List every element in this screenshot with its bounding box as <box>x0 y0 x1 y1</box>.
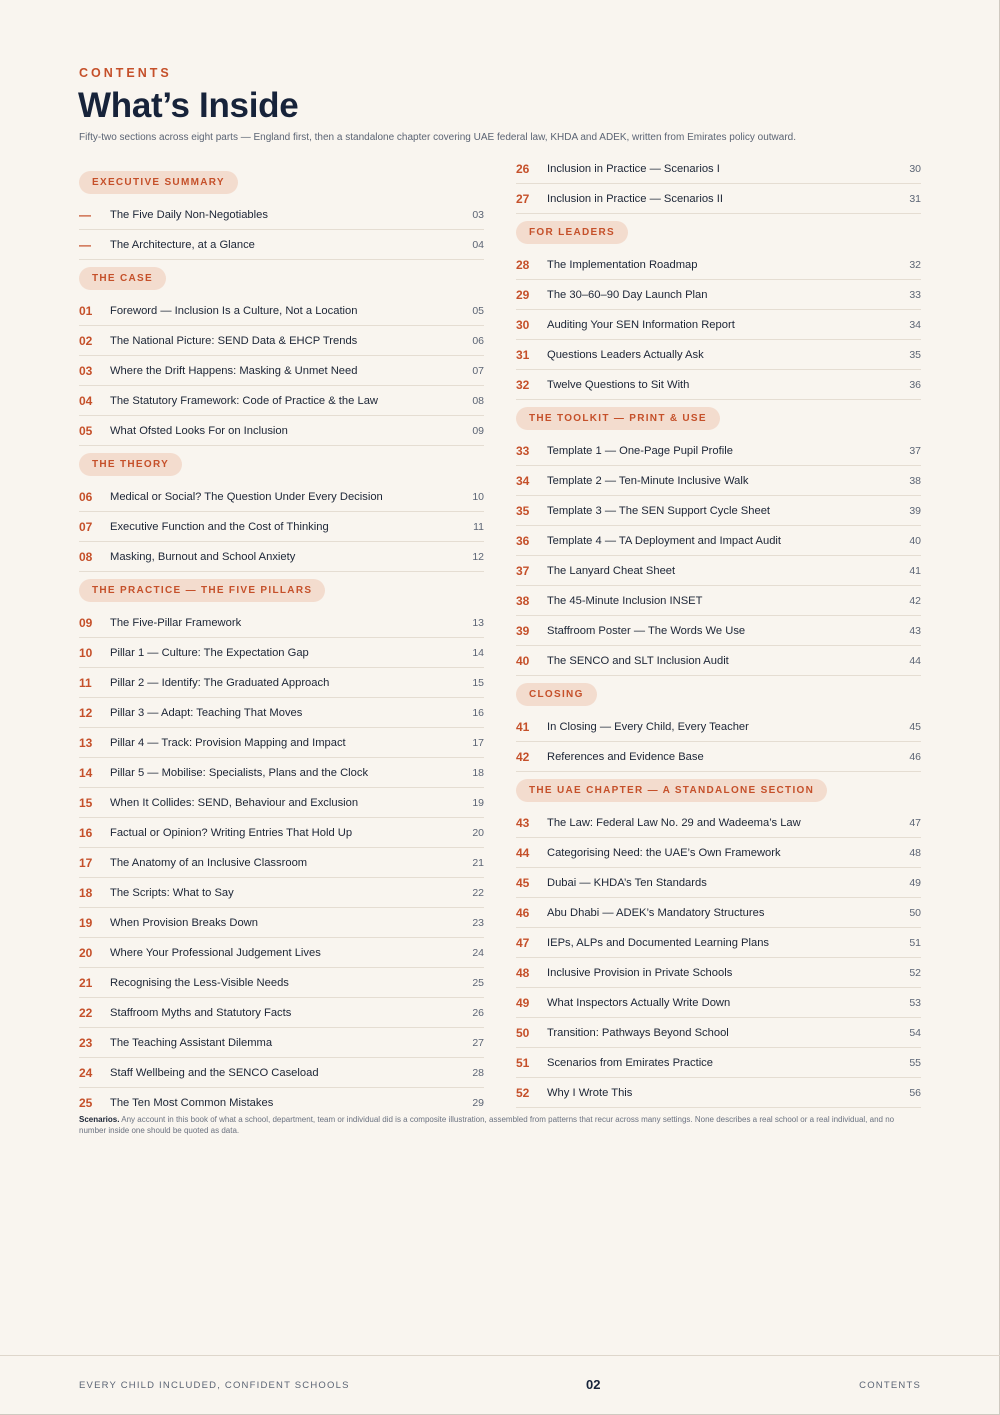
toc-entry[interactable] <box>79 386 484 416</box>
part-label: CLOSING <box>516 683 597 706</box>
page-title: What’s Inside <box>78 86 299 125</box>
entry-page: 52 <box>909 966 921 979</box>
toc-entry[interactable] <box>516 808 921 838</box>
part-header <box>79 446 484 482</box>
toc-entry[interactable] <box>516 646 921 676</box>
entry-page: 34 <box>909 318 921 331</box>
entry-number: 31 <box>516 347 530 362</box>
entry-page: 50 <box>909 906 921 919</box>
part-header <box>79 572 484 608</box>
part-label: THE PRACTICE — THE FIVE PILLARS <box>79 579 325 602</box>
toc-entry[interactable] <box>516 184 921 214</box>
entry-title: Executive Function and the Cost of Thinking <box>110 520 329 533</box>
entry-title: The National Picture: SEND Data & EHCP Trends <box>110 334 358 347</box>
entry-title: Medical or Social? The Question Under Every Decision <box>110 490 383 503</box>
entry-page: 42 <box>909 594 921 607</box>
entry-title: Template 2 — Ten-Minute Inclusive Walk <box>547 474 749 487</box>
entry-title: The Scripts: What to Say <box>110 886 234 899</box>
toc-entry[interactable] <box>516 250 921 280</box>
toc-entry[interactable] <box>516 928 921 958</box>
page-subtitle: Fifty-two sections across eight parts — England first, then a standalone chapter covering UAE federal law, KHDA and ADEK, written from Emirates policy outward. <box>79 132 796 143</box>
note-text: Any account in this book of what a school, department, team or individual did is a composite illustration, assembled from patterns that recur across many settings. None describes a real school or a real individual, and no number inside one should be quoted as data. <box>79 1115 895 1135</box>
entry-page: 26 <box>472 1006 484 1019</box>
entry-number: 39 <box>516 623 530 638</box>
toc-right-column <box>516 154 921 1108</box>
entry-page: 53 <box>909 996 921 1009</box>
entry-number: 05 <box>79 423 93 438</box>
footer-running-title: EVERY CHILD INCLUDED, CONFIDENT SCHOOLS <box>79 1380 350 1391</box>
entry-number: 07 <box>79 519 93 534</box>
entry-page: 29 <box>472 1097 484 1109</box>
entry-number: 20 <box>79 945 93 960</box>
entry-number: 09 <box>79 615 93 630</box>
entry-number: 42 <box>516 749 530 764</box>
toc-entry[interactable] <box>79 482 484 512</box>
entry-page: 23 <box>472 916 484 929</box>
entry-title: References and Evidence Base <box>547 750 704 763</box>
entry-number: 46 <box>516 905 530 920</box>
toc-entry[interactable] <box>79 356 484 386</box>
entry-title: Pillar 4 — Track: Provision Mapping and Impact <box>110 736 346 749</box>
entry-page: 16 <box>472 706 484 719</box>
toc-entry[interactable] <box>79 998 484 1028</box>
entry-number: 04 <box>79 393 93 408</box>
entry-title: The Lanyard Cheat Sheet <box>547 564 676 577</box>
entry-title: The SENCO and SLT Inclusion Audit <box>547 654 729 667</box>
toc-entry[interactable] <box>516 712 921 742</box>
entry-title: Twelve Questions to Sit With <box>547 378 690 391</box>
entry-page: 38 <box>909 474 921 487</box>
entry-number: 45 <box>516 875 530 890</box>
entry-number: 51 <box>516 1055 530 1070</box>
entry-title: Questions Leaders Actually Ask <box>547 348 704 361</box>
entry-title: In Closing — Every Child, Every Teacher <box>547 720 749 733</box>
toc-entry[interactable] <box>516 838 921 868</box>
toc-entry[interactable] <box>516 898 921 928</box>
toc-entry[interactable] <box>79 908 484 938</box>
toc-entry[interactable] <box>79 788 484 818</box>
toc-entry[interactable] <box>516 370 921 400</box>
entry-page: 47 <box>909 816 921 829</box>
part-label: THE TOOLKIT — PRINT & USE <box>516 407 720 430</box>
part-header <box>516 772 921 808</box>
entry-page: 06 <box>472 334 484 347</box>
entry-page: 27 <box>472 1036 484 1049</box>
entry-page: 07 <box>472 364 484 377</box>
scenarios-note <box>79 1114 921 1136</box>
toc-entry[interactable] <box>516 1078 921 1108</box>
toc-entry[interactable] <box>516 280 921 310</box>
part-header <box>516 676 921 712</box>
entry-number: 49 <box>516 995 530 1010</box>
entry-number: 27 <box>516 191 530 206</box>
entry-number: 16 <box>79 825 93 840</box>
toc-entry[interactable] <box>79 758 484 788</box>
toc-entry[interactable] <box>79 416 484 446</box>
entry-title: Auditing Your SEN Information Report <box>547 318 735 331</box>
entry-title: Pillar 3 — Adapt: Teaching That Moves <box>110 706 303 719</box>
section-eyebrow: CONTENTS <box>79 66 172 80</box>
toc-entry[interactable] <box>79 668 484 698</box>
entry-page: 54 <box>909 1026 921 1039</box>
entry-page: 09 <box>472 424 484 437</box>
toc-entry[interactable] <box>516 742 921 772</box>
entry-title: Foreword — Inclusion Is a Culture, Not a Location <box>110 304 358 317</box>
entry-page: 21 <box>472 856 484 869</box>
entry-number: 38 <box>516 593 530 608</box>
entry-number: 52 <box>516 1085 530 1100</box>
toc-entry[interactable] <box>516 958 921 988</box>
entry-page: 10 <box>472 490 484 503</box>
entry-number: 37 <box>516 563 530 578</box>
entry-title: Template 4 — TA Deployment and Impact Audit <box>547 534 782 547</box>
entry-title: Recognising the Less-Visible Needs <box>110 976 289 989</box>
toc-entry[interactable] <box>516 586 921 616</box>
entry-title: The Statutory Framework: Code of Practice & the Law <box>110 394 378 407</box>
toc-entry[interactable] <box>516 526 921 556</box>
entry-page: 25 <box>472 976 484 989</box>
entry-number: 50 <box>516 1025 530 1040</box>
entry-page: 19 <box>472 796 484 809</box>
entry-title: Where Your Professional Judgement Lives <box>110 946 321 959</box>
part-label: THE CASE <box>79 267 166 290</box>
entry-number: 17 <box>79 855 93 870</box>
toc-entry[interactable] <box>516 556 921 586</box>
entry-number: 33 <box>516 443 530 458</box>
toc-entry[interactable] <box>79 968 484 998</box>
entry-number: 29 <box>516 287 530 302</box>
toc-entry[interactable] <box>79 848 484 878</box>
entry-title: What Ofsted Looks For on Inclusion <box>110 424 288 437</box>
entry-page: 40 <box>909 534 921 547</box>
entry-page: 13 <box>472 616 484 629</box>
footer-section-name: CONTENTS <box>859 1380 921 1391</box>
toc-entry[interactable] <box>516 154 921 184</box>
entry-title: Staffroom Poster — The Words We Use <box>547 624 746 637</box>
entry-title: Where the Drift Happens: Masking & Unmet Need <box>110 364 358 377</box>
entry-page: 03 <box>472 208 484 221</box>
entry-page: 48 <box>909 846 921 859</box>
entry-number: 08 <box>79 549 93 564</box>
entry-number: 43 <box>516 815 530 830</box>
entry-number: 03 <box>79 363 93 378</box>
entry-number: 19 <box>79 915 93 930</box>
entry-title: Staff Wellbeing and the SENCO Caseload <box>110 1066 319 1079</box>
entry-number: — <box>79 237 91 252</box>
toc-entry[interactable] <box>516 868 921 898</box>
toc-entry[interactable] <box>516 616 921 646</box>
entry-number: 26 <box>516 161 530 176</box>
entry-title: The Ten Most Common Mistakes <box>110 1097 274 1109</box>
entry-number: 14 <box>79 765 93 780</box>
entry-title: Why I Wrote This <box>547 1086 633 1099</box>
part-header <box>516 214 921 250</box>
entry-number: 41 <box>516 719 530 734</box>
entry-title: Factual or Opinion? Writing Entries That Hold Up <box>110 826 353 839</box>
entry-page: 17 <box>472 736 484 749</box>
entry-title: The Architecture, at a Glance <box>110 238 255 251</box>
entry-page: 24 <box>472 946 484 959</box>
entry-number: 21 <box>79 975 93 990</box>
entry-title: The Anatomy of an Inclusive Classroom <box>110 856 308 869</box>
entry-title: IEPs, ALPs and Documented Learning Plans <box>547 936 770 949</box>
entry-title: When It Collides: SEND, Behaviour and Exclusion <box>110 796 359 809</box>
part-header <box>79 260 484 296</box>
entry-title: Inclusion in Practice — Scenarios I <box>547 162 720 175</box>
entry-number: 47 <box>516 935 530 950</box>
toc-entry[interactable] <box>79 200 484 230</box>
entry-number: 40 <box>516 653 530 668</box>
entry-title: Pillar 2 — Identify: The Graduated Approach <box>110 676 330 689</box>
entry-number: 25 <box>79 1096 93 1110</box>
entry-page: 45 <box>909 720 921 733</box>
toc-entry[interactable] <box>79 230 484 260</box>
entry-title: The Law: Federal Law No. 29 and Wadeema’s Law <box>547 816 801 829</box>
entry-title: Template 1 — One-Page Pupil Profile <box>547 444 733 457</box>
toc-entry[interactable] <box>516 466 921 496</box>
entry-number: 23 <box>79 1035 93 1050</box>
entry-number: 01 <box>79 303 93 318</box>
entry-number: 10 <box>79 645 93 660</box>
entry-page: 44 <box>909 654 921 667</box>
toc-entry[interactable] <box>79 818 484 848</box>
entry-number: 11 <box>79 675 92 690</box>
toc-entry[interactable] <box>79 728 484 758</box>
entry-title: The Five-Pillar Framework <box>110 616 242 629</box>
part-label: THE THEORY <box>79 453 182 476</box>
entry-number: 06 <box>79 489 93 504</box>
entry-number: 02 <box>79 333 93 348</box>
entry-title: The Five Daily Non-Negotiables <box>110 208 268 221</box>
toc-entry[interactable] <box>79 296 484 326</box>
entry-number: 12 <box>79 705 93 720</box>
entry-page: 30 <box>909 162 921 175</box>
entry-title: Staffroom Myths and Statutory Facts <box>110 1006 292 1019</box>
entry-title: Template 3 — The SEN Support Cycle Sheet <box>547 504 771 517</box>
entry-number: 22 <box>79 1005 93 1020</box>
part-header <box>79 164 484 200</box>
entry-page: 22 <box>472 886 484 899</box>
toc-entry[interactable] <box>79 1028 484 1058</box>
entry-page: 32 <box>909 258 921 271</box>
entry-number: 34 <box>516 473 530 488</box>
entry-number: — <box>79 207 91 222</box>
entry-number: 44 <box>516 845 530 860</box>
toc-entry[interactable] <box>79 608 484 638</box>
entry-page: 08 <box>472 394 484 407</box>
entry-number: 15 <box>79 795 93 810</box>
entry-page: 05 <box>472 304 484 317</box>
entry-title: The Implementation Roadmap <box>547 258 698 271</box>
entry-page: 35 <box>909 348 921 361</box>
entry-page: 51 <box>909 936 921 949</box>
footer-page-number: 02 <box>586 1377 601 1392</box>
part-header <box>516 400 921 436</box>
toc-entry[interactable] <box>79 698 484 728</box>
entry-page: 36 <box>909 378 921 391</box>
footer-divider <box>0 1355 1000 1356</box>
entry-page: 12 <box>472 550 484 563</box>
entry-page: 33 <box>909 288 921 301</box>
entry-page: 41 <box>909 564 921 577</box>
entry-number: 18 <box>79 885 93 900</box>
entry-number: 13 <box>79 735 93 750</box>
toc-entry[interactable] <box>516 436 921 466</box>
part-label: EXECUTIVE SUMMARY <box>79 171 238 194</box>
part-label: THE UAE CHAPTER — A STANDALONE SECTION <box>516 779 827 802</box>
entry-title: Inclusive Provision in Private Schools <box>547 966 733 979</box>
entry-number: 48 <box>516 965 530 980</box>
entry-page: 04 <box>472 238 484 251</box>
toc-entry[interactable] <box>516 496 921 526</box>
entry-title: Dubai — KHDA’s Ten Standards <box>547 876 707 889</box>
entry-page: 31 <box>909 192 921 205</box>
entry-page: 56 <box>909 1086 921 1099</box>
entry-title: Abu Dhabi — ADEK’s Mandatory Structures <box>547 906 765 919</box>
entry-page: 37 <box>909 444 921 457</box>
entry-title: Pillar 1 — Culture: The Expectation Gap <box>110 646 309 659</box>
toc-entry[interactable] <box>516 988 921 1018</box>
entry-title: Scenarios from Emirates Practice <box>547 1056 713 1069</box>
entry-page: 39 <box>909 504 921 517</box>
entry-page: 11 <box>473 520 484 533</box>
toc-entry[interactable] <box>516 1048 921 1078</box>
entry-page: 18 <box>472 766 484 779</box>
entry-page: 49 <box>909 876 921 889</box>
toc-left-column <box>79 164 484 1118</box>
entry-page: 15 <box>472 676 484 689</box>
entry-title: Transition: Pathways Beyond School <box>547 1026 729 1039</box>
entry-number: 28 <box>516 257 530 272</box>
toc-entry[interactable] <box>79 542 484 572</box>
toc-entry[interactable] <box>79 938 484 968</box>
toc-entry[interactable] <box>79 326 484 356</box>
toc-entry[interactable] <box>516 310 921 340</box>
entry-page: 20 <box>472 826 484 839</box>
entry-number: 32 <box>516 377 530 392</box>
entry-number: 36 <box>516 533 530 548</box>
toc-entry[interactable] <box>516 1018 921 1048</box>
entry-page: 14 <box>472 646 484 659</box>
toc-entry[interactable] <box>516 340 921 370</box>
entry-title: Masking, Burnout and School Anxiety <box>110 550 296 563</box>
entry-page: 46 <box>909 750 921 763</box>
entry-title: The 45-Minute Inclusion INSET <box>547 594 703 607</box>
toc-entry[interactable] <box>79 1058 484 1088</box>
entry-title: The Teaching Assistant Dilemma <box>110 1036 273 1049</box>
part-label: FOR LEADERS <box>516 221 628 244</box>
entry-title: Categorising Need: the UAE’s Own Framework <box>547 846 781 859</box>
entry-title: What Inspectors Actually Write Down <box>547 996 731 1009</box>
toc-entry[interactable] <box>79 512 484 542</box>
note-label: Scenarios. <box>79 1115 120 1124</box>
toc-entry[interactable] <box>79 638 484 668</box>
entry-title: The 30–60–90 Day Launch Plan <box>547 288 708 301</box>
entry-number: 24 <box>79 1065 93 1080</box>
entry-title: When Provision Breaks Down <box>110 916 258 929</box>
entry-page: 28 <box>472 1066 484 1079</box>
entry-page: 55 <box>909 1056 921 1069</box>
entry-title: Pillar 5 — Mobilise: Specialists, Plans and the Clock <box>110 766 369 779</box>
entry-title: Inclusion in Practice — Scenarios II <box>547 192 723 205</box>
entry-number: 30 <box>516 317 530 332</box>
entry-page: 43 <box>909 624 921 637</box>
toc-entry[interactable] <box>79 878 484 908</box>
entry-number: 35 <box>516 503 530 518</box>
